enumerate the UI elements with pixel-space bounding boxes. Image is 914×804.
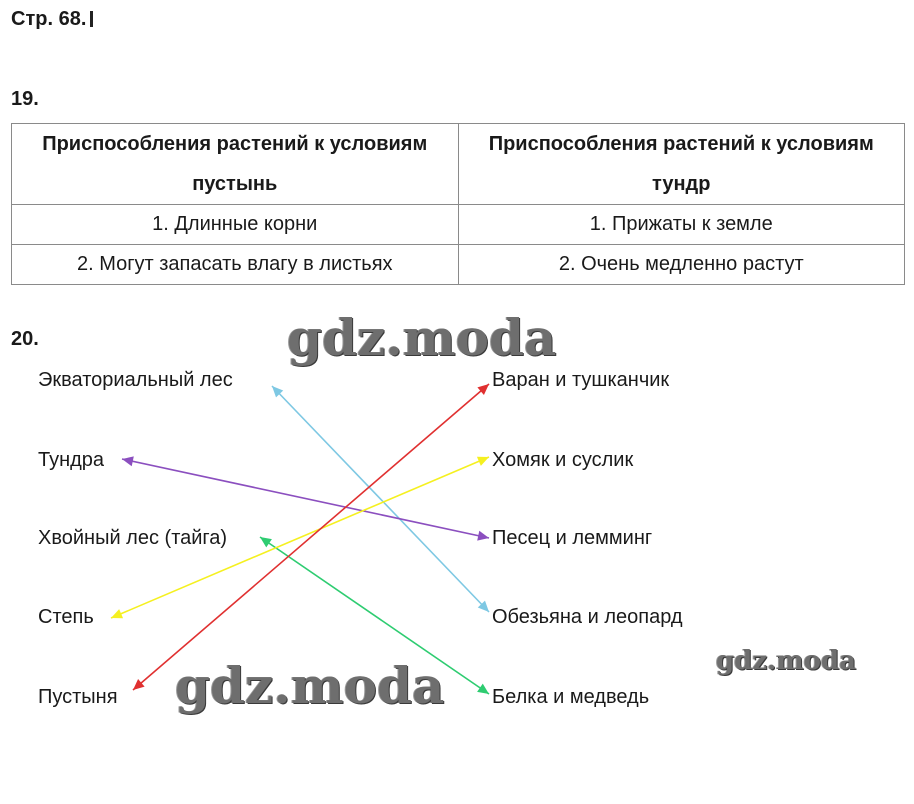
table-cell: 2. Могут запасать влагу в листьях: [12, 245, 459, 285]
task-19-number: 19.: [11, 88, 39, 110]
arrowhead: [260, 537, 272, 547]
right-item-monkey-leopard: Обезьяна и леопард: [492, 606, 683, 628]
left-item-steppe: Степь: [38, 606, 94, 628]
match-line: [122, 459, 489, 538]
left-item-tundra: Тундра: [38, 449, 105, 471]
table-cell: 1. Прижаты к земле: [458, 205, 905, 245]
watermark: gdz.moda: [287, 308, 557, 367]
right-item-fox-lemming: Песец и лемминг: [492, 527, 653, 549]
left-item-taiga: Хвойный лес (тайга): [38, 527, 228, 549]
table-header-tundra: Приспособления растений к условиям тундр: [458, 124, 905, 205]
right-item-hamster-gopher: Хомяк и суслик: [492, 449, 634, 471]
table-cell: 1. Длинные корни: [12, 205, 459, 245]
arrowhead: [477, 684, 489, 694]
left-item-equatorial-forest: Экваториальный лес: [38, 369, 233, 391]
task-20-number: 20.: [11, 328, 39, 350]
table-cell: 2. Очень медленно растут: [458, 245, 905, 285]
arrowhead: [477, 531, 489, 541]
page-label: Стр. 68.: [11, 8, 93, 31]
watermark: gdz.moda: [175, 656, 445, 715]
watermark: gdz.moda: [716, 646, 857, 676]
left-item-desert: Пустыня: [38, 686, 118, 708]
match-line: [111, 457, 489, 618]
right-item-squirrel-bear: Белка и медведь: [492, 686, 650, 708]
match-line: [133, 384, 489, 690]
arrowhead: [122, 456, 134, 466]
right-item-monitor-jerboa: Варан и тушканчик: [492, 369, 670, 391]
table-header-desert: Приспособления растений к условиям пустынь: [12, 124, 459, 205]
